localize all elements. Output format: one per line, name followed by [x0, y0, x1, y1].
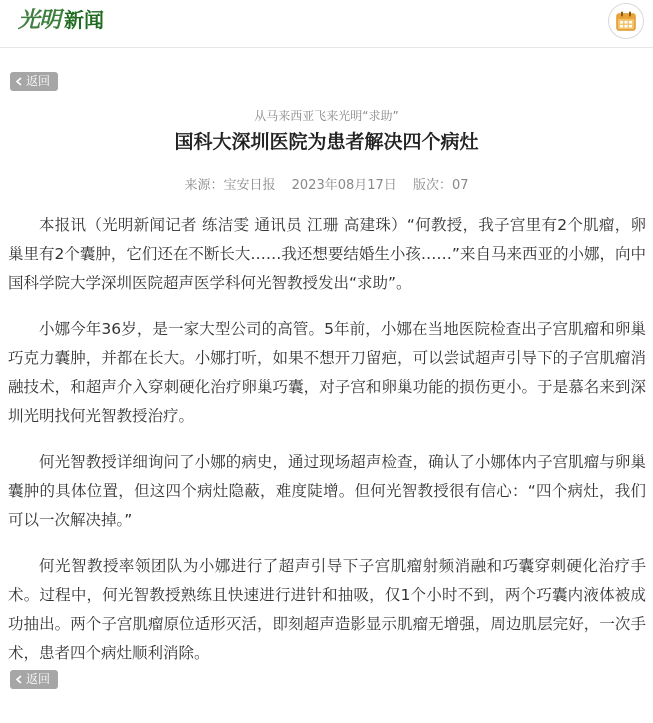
back-button-bottom[interactable] — [10, 670, 58, 689]
article-paragraph: 何光智教授详细询问了小娜的病史，通过现场超声检查，确认了小娜体内子宫肌瘤与卵巢囊肿的具体位置，但这四个病灶隐蔽，难度陡增。但何光智教授很有信心：“四个病灶，我们可以一次解决掉。” — [8, 453, 646, 529]
article-title: 国科大深圳医院为患者解决四个病灶 — [174, 131, 479, 153]
back-arrow-icon — [15, 675, 24, 684]
header-divider — [0, 47, 653, 48]
logo-text: 新闻 — [64, 7, 105, 32]
article-date: 2023年08月17日 — [291, 178, 397, 193]
article-paragraph: 小娜今年36岁，是一家大型公司的高管。5年前，小娜在当地医院检查出子宫肌瘤和卵巢巧克力囊肿，并都在长大。小娜打听，如果不想开刀留疤，可以尝试超声引导下的子宫肌瘤消融技术，和超声介入穿刺硬化治疗卵巢巧囊，对子宫和卵巢功能的损伤更小。于是慕名来到深圳光明找何光智教授治疗。 — [8, 320, 646, 425]
back-arrow-icon — [15, 77, 24, 86]
back-button-top[interactable] — [10, 72, 58, 91]
logo-script: 光明 — [18, 6, 61, 33]
article-subtitle: 从马来西亚飞来光明“求助” — [254, 109, 399, 123]
calendar-icon — [615, 10, 637, 32]
site-logo[interactable] — [18, 4, 104, 32]
article-body — [8, 211, 646, 685]
article-paragraph: 何光智教授率领团队为小娜进行了超声引导下子宫肌瘤射频消融和巧囊穿刺硬化治疗手术。过程中，何光智教授熟练且快速进行进针和抽吸，仅1个小时不到，两个巧囊内液体被成功抽出。两个子宫肌瘤原位适形灭活，即刻超声造影显示肌瘤无增强，周边肌层完好，一次手术，患者四个病灶顺利消除。 — [8, 557, 646, 662]
article-paragraph: 本报讯（光明新闻记者 练洁雯 通讯员 江珊 高建珠）“何教授，我子宫里有2个肌瘤，卵巢里有2个囊肿，它们还在不断长大……我还想要结婚生小孩……”来自马来西亚的小娜，向中国科学院大学深圳医院超声医学科何光智教授发出“求助”。 — [8, 216, 646, 292]
article-edition: 版次：07 — [412, 178, 469, 193]
back-button-label: 返回 — [26, 74, 51, 88]
article-source: 来源：宝安日报 — [184, 178, 276, 193]
calendar-button[interactable] — [608, 3, 644, 39]
article-meta — [0, 174, 653, 193]
back-button-label: 返回 — [26, 672, 51, 686]
site-header — [0, 0, 653, 38]
